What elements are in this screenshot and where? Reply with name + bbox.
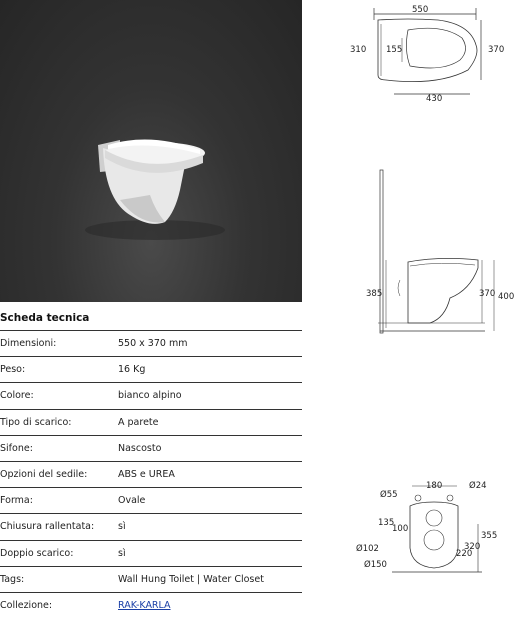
dim-top-width: 550: [412, 5, 429, 15]
dim-top-side: 310: [350, 45, 367, 55]
dim-back-h135: 135: [378, 518, 395, 528]
spec-row-tags: [0, 566, 302, 592]
dim-side-right1: 370: [479, 289, 496, 299]
spec-row-weight: [0, 356, 302, 382]
spec-value: sì: [118, 521, 126, 533]
dim-side-left: 385: [366, 289, 383, 299]
spec-value: bianco alpino: [118, 390, 182, 402]
spec-label: Forma:: [0, 495, 33, 507]
spec-label: Dimensioni:: [0, 338, 57, 349]
spec-row-siphon: [0, 435, 302, 461]
spec-row-dimensions: [0, 330, 302, 356]
spec-value: A parete: [118, 416, 159, 428]
dim-back-h355: 355: [481, 531, 498, 541]
spec-row-dual-flush: [0, 540, 302, 566]
toilet-image: [0, 0, 302, 302]
dim-top-bottom: 430: [426, 94, 443, 104]
spec-table: [0, 330, 302, 618]
spec-value: Nascosto: [118, 442, 162, 454]
spec-value: 550 x 370 mm: [118, 338, 188, 349]
spec-label: Colore:: [0, 390, 34, 402]
product-photo: [0, 0, 302, 302]
dim-back-d150: Ø150: [364, 560, 387, 570]
spec-label: Chiusura rallentata:: [0, 521, 95, 533]
side-view-drawing: [360, 168, 518, 338]
spec-label: Collezione:: [0, 599, 53, 611]
collection-link[interactable]: RAK-KARLA: [118, 599, 171, 611]
spec-label: Peso:: [0, 364, 26, 376]
spec-row-collection: [0, 592, 302, 618]
dim-top-inner: 155: [386, 45, 403, 55]
dim-back-top: 180: [426, 481, 443, 491]
dim-back-d55: Ø55: [380, 490, 398, 500]
dim-back-h100: 100: [392, 524, 409, 534]
spec-value: Ovale: [118, 495, 146, 507]
spec-value: ABS e UREA: [118, 468, 175, 480]
spec-row-soft-close: [0, 513, 302, 539]
dim-back-h220: 220: [456, 549, 473, 559]
spec-row-seat-options: [0, 461, 302, 487]
spec-label: Tipo di scarico:: [0, 416, 72, 428]
spec-label: Doppio scarico:: [0, 547, 74, 559]
top-view-drawing: [348, 0, 518, 110]
spec-label: Tags:: [0, 573, 25, 585]
dim-back-h320: 320: [464, 542, 481, 552]
spec-label: Opzioni del sedile:: [0, 468, 88, 480]
dim-back-d102: Ø102: [356, 544, 379, 554]
dim-top-depth: 370: [488, 45, 505, 55]
spec-title: Scheda tecnica: [0, 312, 90, 324]
spec-value: sì: [118, 547, 126, 559]
dim-back-d24: Ø24: [469, 481, 487, 491]
dim-side-right2: 400: [498, 292, 515, 302]
spec-row-color: [0, 382, 302, 408]
spec-value: Wall Hung Toilet | Water Closet: [118, 573, 264, 585]
spec-row-shape: [0, 487, 302, 513]
spec-label: Sifone:: [0, 442, 33, 454]
spec-row-drain-type: [0, 409, 302, 435]
spec-value: 16 Kg: [118, 364, 146, 376]
back-view-drawing: [352, 478, 518, 578]
